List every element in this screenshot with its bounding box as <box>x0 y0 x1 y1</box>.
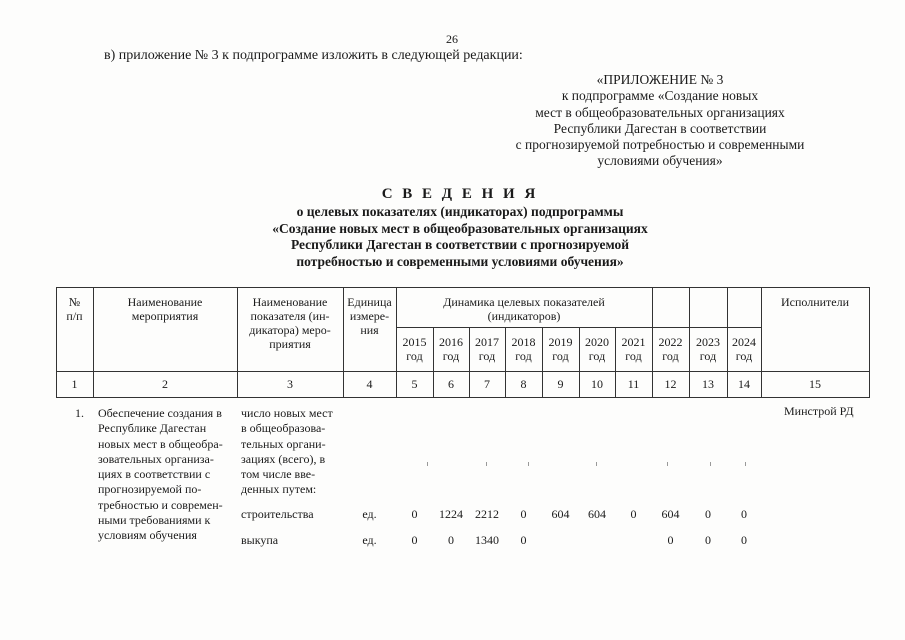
column-number: 13 <box>702 377 714 391</box>
activity-line: Республике Дагестан <box>98 421 207 436</box>
value-cell: 604 <box>551 507 570 521</box>
activity-line: требностью и современ- <box>98 497 223 512</box>
value-cell: 0 <box>667 533 674 547</box>
activity-line: новых мест в общеобра- <box>98 436 223 451</box>
year-value: 2023 <box>696 335 720 349</box>
appendix-line: с прогнозируемой потребностью и современными <box>515 137 805 153</box>
column-number: 9 <box>557 377 564 391</box>
header-indicator-line: Наименование <box>252 295 328 309</box>
header-dynamics <box>396 295 652 323</box>
value-cell: 0 <box>741 533 747 547</box>
value-cell: 604 <box>661 507 680 521</box>
indicator-line: число новых мест <box>241 406 333 420</box>
column-number: 4 <box>366 377 373 391</box>
value-cell: 0 <box>520 533 527 547</box>
appendix-line: «ПРИЛОЖЕНИЕ № 3 <box>596 72 724 87</box>
appendix-line: к подпрограмме «Создание новых <box>561 88 759 104</box>
year-header <box>469 335 505 363</box>
year-word: год <box>699 349 717 363</box>
document-subtitle <box>150 204 770 270</box>
year-header <box>505 335 542 363</box>
year-header <box>652 335 689 363</box>
header-activity-line: Наименование <box>127 295 203 309</box>
header-dynamics-line: Динамика целевых показателей <box>443 295 605 309</box>
header-indicator-line: показателя (ин- <box>250 309 330 323</box>
row-number: 1. <box>75 406 84 420</box>
year-header <box>727 335 761 363</box>
subtitle-line: «Создание новых мест в общеобразовательных организациях <box>272 220 648 236</box>
intro-text: в) приложение № 3 к подпрограмме изложить в следующей редакции: <box>104 48 523 63</box>
header-unit-line: Единица <box>347 295 392 309</box>
column-number: 15 <box>809 377 821 391</box>
subrow-unit: ед. <box>362 507 377 521</box>
subtitle-line: Республики Дагестан в соответствии с прогнозируемой <box>290 237 630 252</box>
year-word: год <box>662 349 679 363</box>
column-number: 12 <box>664 377 677 391</box>
scan-mark <box>667 462 668 466</box>
column-number: 1 <box>71 377 78 391</box>
scan-mark <box>710 462 711 466</box>
scan-mark <box>427 462 428 466</box>
header-indicator-line: приятия <box>269 337 311 351</box>
header-num <box>56 295 93 323</box>
indicator-line: том числе вве- <box>241 467 316 482</box>
header-executors-line: Исполнители <box>780 295 850 309</box>
year-word: год <box>552 349 569 363</box>
activity-line: циях в соответствии с <box>98 467 211 482</box>
year-value: 2018 <box>511 335 536 349</box>
year-value: 2015 <box>402 335 427 349</box>
year-word: год <box>588 349 606 363</box>
column-number: 3 <box>287 377 293 391</box>
value-cell: 0 <box>741 507 747 521</box>
header-indicator-line: дикатора) меро- <box>249 323 331 337</box>
column-number: 8 <box>520 377 527 391</box>
executor-name: Минстрой РД <box>784 404 854 418</box>
year-word: год <box>625 349 642 363</box>
indicator-line: денных путем: <box>241 482 317 497</box>
numbers-row-border <box>56 397 870 398</box>
subtitle-line: потребностью и современными условиями обучения» <box>296 253 624 269</box>
subrow-unit: ед. <box>362 533 377 547</box>
year-value: 2022 <box>658 335 683 349</box>
year-word: год <box>735 349 753 363</box>
activity-line: зовательных организа- <box>98 451 214 466</box>
year-header <box>615 335 652 363</box>
scan-mark <box>486 462 487 466</box>
indicator-name <box>241 406 333 498</box>
col-border <box>869 287 870 397</box>
appendix-line: Республики Дагестан в соответствии <box>553 120 767 136</box>
activity-line: Обеспечение создания в <box>98 406 222 420</box>
year-header <box>542 335 579 363</box>
value-cell: 0 <box>705 533 711 547</box>
year-header <box>579 335 615 363</box>
column-number: 6 <box>448 377 454 391</box>
value-cell: 0 <box>705 507 711 521</box>
appendix-line: мест в общеобразовательных организациях <box>535 104 785 120</box>
header-unit-line: измере- <box>349 309 390 323</box>
year-word: год <box>442 349 460 363</box>
appendix-line: условиями обучения» <box>597 153 723 169</box>
value-cell: 0 <box>411 533 418 547</box>
indicator-line: зациях (всего), в <box>241 451 326 466</box>
year-word: год <box>406 349 423 363</box>
column-number: 7 <box>484 377 490 391</box>
header-num-line: № <box>68 295 81 309</box>
year-header <box>396 335 433 363</box>
year-value: 2024 <box>732 335 756 349</box>
header-bottom-border <box>56 371 870 372</box>
value-cell: 1340 <box>475 533 499 547</box>
activity-line: условиям обучения <box>98 528 197 543</box>
year-value: 2017 <box>475 335 499 349</box>
value-cell: 1224 <box>439 507 463 521</box>
header-indicator <box>237 295 343 351</box>
year-value: 2019 <box>548 335 573 349</box>
activity-line: прогнозируемой по- <box>98 482 202 497</box>
column-number: 14 <box>738 377 750 391</box>
activity-name <box>98 406 223 544</box>
year-word: год <box>478 349 496 363</box>
value-cell: 0 <box>448 533 454 547</box>
year-header <box>433 335 469 363</box>
appendix-heading <box>470 72 850 170</box>
value-cell: 0 <box>520 507 527 521</box>
header-unit <box>343 295 396 337</box>
subrow-label: выкупа <box>241 533 279 547</box>
column-number: 11 <box>627 377 640 391</box>
year-header <box>689 335 727 363</box>
scan-mark <box>745 462 746 466</box>
header-unit-line: ния <box>360 323 379 337</box>
page-number: 26 <box>446 32 458 46</box>
document-title: С В Е Д Е Н И Я <box>381 186 539 202</box>
header-activity <box>93 295 237 323</box>
value-cell: 0 <box>411 507 418 521</box>
indicator-line: в общеобразова- <box>241 421 326 436</box>
header-dynamics-line: (индикаторов) <box>487 309 561 323</box>
value-cell: 604 <box>588 507 606 521</box>
subrow-label: строительства <box>241 507 314 521</box>
activity-line: ными требованиями к <box>98 513 211 528</box>
indicator-line: тельных органи- <box>241 436 326 451</box>
year-value: 2020 <box>585 335 609 349</box>
subtitle-line: о целевых показателях (индикаторах) подпрограммы <box>296 204 624 219</box>
header-num-line: п/п <box>66 309 83 323</box>
year-word: год <box>515 349 532 363</box>
scan-mark <box>528 462 529 466</box>
table-top-border <box>56 287 870 288</box>
column-number: 2 <box>162 377 168 391</box>
value-cell: 0 <box>630 507 637 521</box>
year-value: 2016 <box>439 335 463 349</box>
column-number: 10 <box>591 377 603 391</box>
year-value: 2021 <box>621 335 646 349</box>
column-number: 5 <box>411 377 418 391</box>
header-activity-line: мероприятия <box>131 309 199 323</box>
value-cell: 2212 <box>475 507 499 521</box>
header-executors <box>761 295 869 309</box>
scan-mark <box>596 462 597 466</box>
